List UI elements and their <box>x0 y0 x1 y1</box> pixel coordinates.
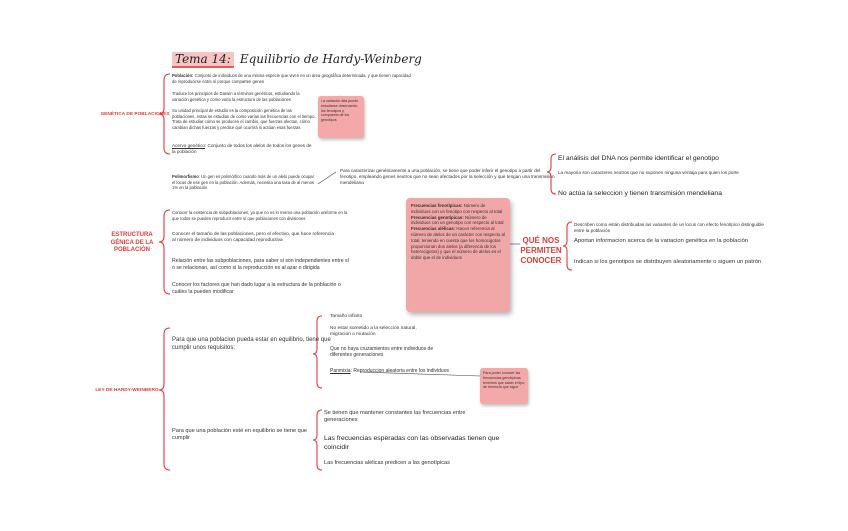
section-permiten-label: QUÉ NOS PERMITEN CONOCER <box>520 236 562 265</box>
polimorfismo-term: Polimorfismo <box>172 174 199 179</box>
genotipicas-term: Frecuencias genotípicas: <box>411 214 464 220</box>
ley-eq1: Se tienen que mantener constantes las frecuencias entre generaciones <box>324 410 466 424</box>
ley-req-intro: Para que una poblacion pueda estar en equilibrio, tiene que cumplir unos requisitos: <box>172 337 331 351</box>
estructura-s1: Conocer la existencia de subpoblaciones, ya que no es lo mismo una población uniforme en la que todos se pueden reproducir entre sí que poblaciones con divisiones <box>172 210 348 221</box>
polimorfismo-def: : Un gen es polimórfico cuando más de un alelo puede ocupar el locus de ese gen en la población. Además, necesita una tasa de al menos 1% en la población <box>172 174 315 191</box>
section-estructura-label: ESTRUCTURA GÉNICA DE LA POBLACIÓN <box>110 232 154 253</box>
caracterizar-text: Para caracterizar genéticamente a una población, se tiene que poder inferir el genotipo a partir del fenotipo, empleando genes neutros que no sean afectados por la selección y que tengan una transmisión mendeliana <box>340 168 555 185</box>
frecuencias-box <box>406 198 510 312</box>
ley-req1: Tamaño infinito <box>330 314 363 319</box>
genetica-sticky-note: La variación alta puede estudiarse observando los fenotipos y compuesto de los genotipos <box>318 96 364 138</box>
ley-eq3: Las frecuencias alélicas predicen a las genotípicas <box>324 460 450 466</box>
genetica-p1 <box>172 73 412 84</box>
permiten-c: Indican si los genotipos se distribuyen aleatoriamente o siguen un patrón <box>574 259 762 265</box>
genetica-p3: Su unidad principal de estudio es la composición genética de las poblaciones, estas se estudian de como varían las frecuencias con el tiempo. Trata de estudiar cómo se producen el cambio, que fuerzas afectan, cómo cambian dichas fuerzas y predice qué ocurrirá si actúan esas fuerzas <box>172 108 316 130</box>
estructura-s4: Conocer los factores que han dado lugar a la estructura de la población o cuáles la pueden modificar <box>172 282 341 295</box>
permiten-b: Aportan informacion acerca de la variacion genética en la población <box>574 238 749 244</box>
section-ley-label: LEY DE HARDY-WEINBERG <box>95 388 159 393</box>
alelicas-def: Hacen referencia al número de alelos de un carácter con respecto al total, teniendo en cuenta que los homocigotos proporcionan dos alelos (a diferencia de los heterocigotos) y que el número de alelos es el doble que el de individuos <box>411 226 505 261</box>
poblacion-term: Población: <box>172 73 194 78</box>
ley-sticky-note: Para poder conocer las frecuencias genotípicas tenemos que saber el tipo de herencia que sigue <box>480 368 528 404</box>
ley-eq-intro: Para que una población esté en equilibrio se tiene que cumplir <box>172 428 307 442</box>
panmixia-term: Panmixia <box>330 368 351 374</box>
title-text: Equilibrio de Hardy-Weinberg <box>239 52 422 66</box>
title-tema: Tema 14: <box>172 52 234 68</box>
fenotipicas-def: Número de individuos con un fenotipo con respecto al total <box>411 203 503 214</box>
right-top-a: El análisis del DNA nos permite identificar el genotipo <box>558 155 719 162</box>
right-top-c: No actúa la seleccion y tienen transmisión mendeliana <box>558 190 722 197</box>
fenotipicas-term: Frecuencias fenotípicas: <box>411 203 463 208</box>
section-genetica-label: GENÉTICA DE POBLACIONES <box>100 112 170 117</box>
genotipicas-def: Número de individuos con un genotipo con respecto al total <box>411 214 504 226</box>
panmixia-def: : Reproduccion aleatoria entre los individuos <box>350 368 449 374</box>
genetica-p4 <box>172 143 316 154</box>
genetica-p2: Traduce los principios de Darwin a términos genéticos, estudiando la variación genética y como varía la estructura de las poblaciones <box>172 91 300 102</box>
acervo-term: Acervo genético <box>172 143 205 148</box>
acervo-def: : Conjunto de todos los alelos de todos los genes de la población <box>172 143 312 154</box>
poblacion-def: Conjunto de individuos de una misma especie que viven en un área geográfica determinada, y que tienen capacidad de reproducirse entre sí porque comparten genes <box>172 73 411 84</box>
ley-req2: No estar sometido a la seleccion natural, migracion o mutación <box>330 326 417 338</box>
right-top-b: La mayoría son caracteres neutros que no suponen ninguna ventaja para quien los porte <box>558 170 739 175</box>
frecuencias-alelicas <box>411 226 505 261</box>
ley-req3: Que no haya cruzamientos entre individuos de diferentes generaciones <box>330 346 434 359</box>
frecuencias-fenotipicas <box>411 203 505 215</box>
ley-eq2: Las frecuencias esperadas con las observadas tienen que coincidir <box>324 435 500 451</box>
page-title <box>172 52 422 68</box>
frecuencias-genotipicas <box>411 215 505 227</box>
permiten-a: Describen como están distribuidas las variantes de un locus con efecto fenotípico distinguible entre la población <box>574 222 764 233</box>
alelicas-term: Frecuencias alélicas: <box>411 226 456 232</box>
bracket-ley <box>159 328 170 470</box>
estructura-s2: Conocer el tamaño de las poblaciones, pero el efectivo, que hace referencia al número de individuos con capacidad reproductiva <box>172 232 334 244</box>
estructura-s3: Relación entre las subpoblaciones, para saber si son independientes entre sí o se relacionan, así como si la reproducción es al azar o dirigida <box>172 258 350 271</box>
ley-req4 <box>330 368 460 374</box>
polimorfismo-text <box>172 174 314 191</box>
bracket-requisitos <box>313 316 322 388</box>
